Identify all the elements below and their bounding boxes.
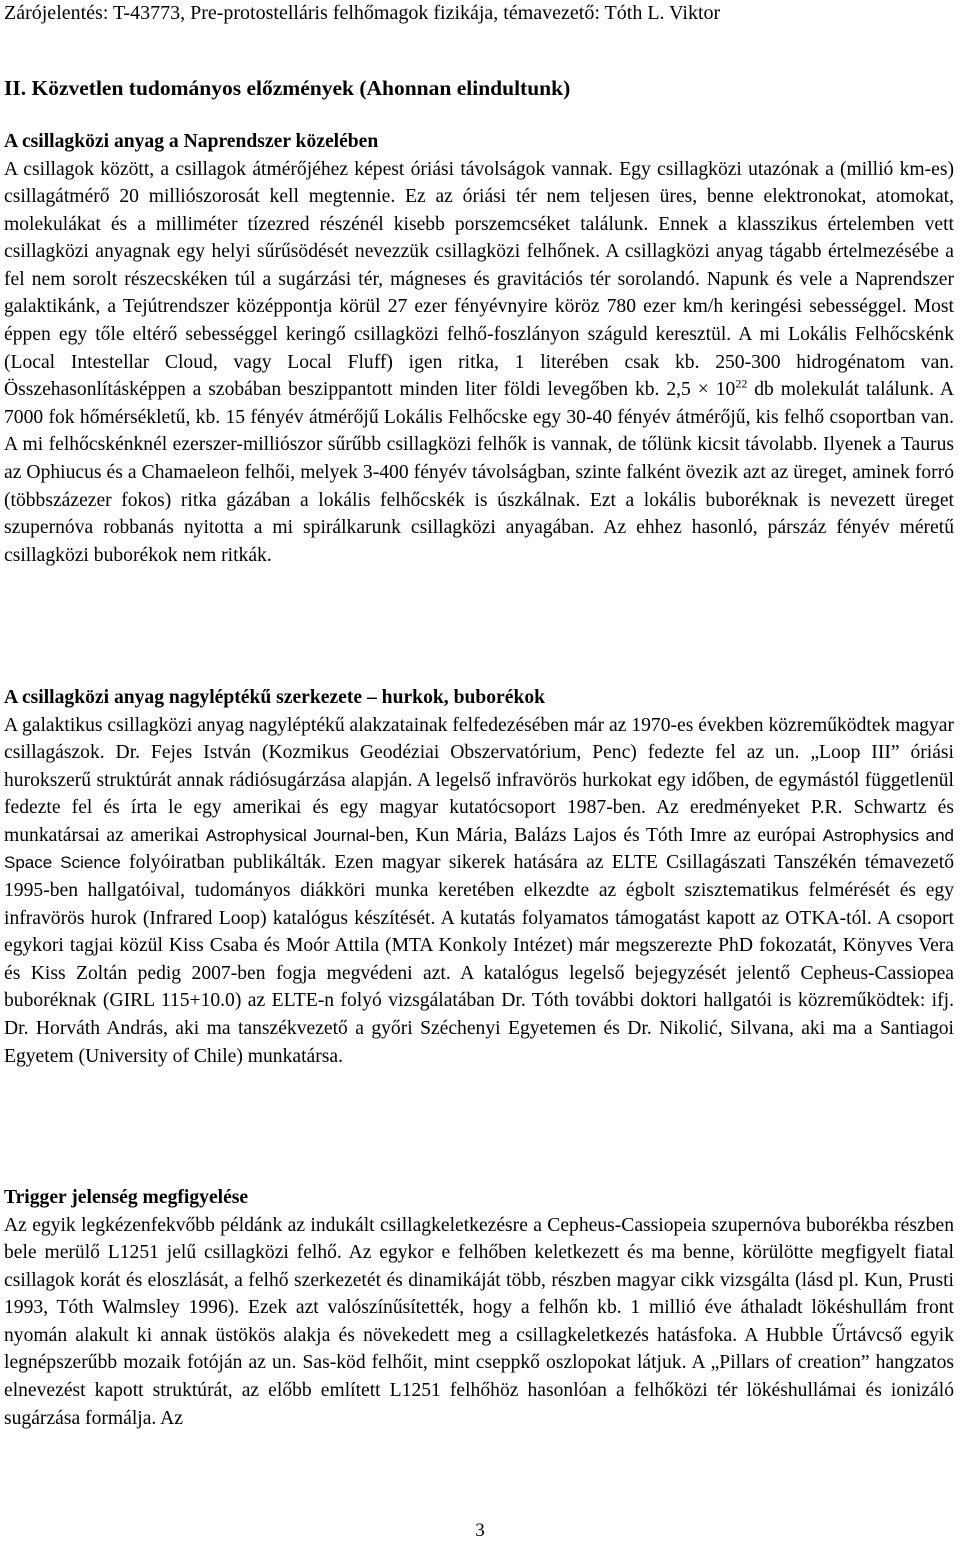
journal-name-apj: Astrophysical Journal — [205, 825, 370, 845]
body-text-continued: db molekulát találunk. A 7000 fok hőmérsékletű, kb. 15 fényév átmérőjű Lokális Felhőcske egy 30-40 fényév átmérőjű, kis felhő csoportban van. A mi felhőcskénknél ezerszer-milliószor sűrűbb csillagközi felhők is vannak, de tőlünk kicsit távolabb. Ilyenek a Taurus az Ophiucus és a Chamaeleon felhői, melyek 3-400 fényév távolságban, szinte falként övezik azt az üreget, aminek forró (többszázezer fokos) ritka gázában a lokális felhőcskék is úszkálnak. Ezt a lokális buboréknak is nevezett üreget szupernóva robbanás nyitotta a mi spirálkarunk csillagközi anyagában. Az ehhez hasonló, párszáz fényév méretű csillagközi buborékok nem ritkák. — [4, 379, 954, 566]
section-local-ism — [4, 128, 954, 569]
section-body-trigger: Az egyik legkézenfekvőbb példánk az indukált csillagkeletkezésre a Cepheus-Cassiopeia szupernóva buborékba részben bele merülő L1251 jelű csillagközi felhő. Az egykor e felhőben keletkezett és ma benne, körülötte megfigyelt fiatal csillagok korát és eloszlását, a felhő szerkezetét és dinamikáját több, részben magyar cikk vizsgálta (lásd pl. Kun, Prusti 1993, Tóth Walmsley 1996). Ezek azt valószínűsítették, hogy a felhőn kb. 1 millió éve áthaladt lökéshullám front nyomán alakult ki annak üstökös alakja és növekedett meg a csillagkeletkezés hatásfoka. A Hubble Űrtávcső egyik legnépszerűbb mozaik fotóján az un. Sas-köd felhőit, mint cseppkő oszlopokat látjuk. A „Pillars of creation” hangzatos elnevezést kapott struktúrát, az előbb említett L1251 felhőhöz hasonlóan a felhőközi tér lökéshullámai és ionizáló sugárzása formálja. Az — [4, 1214, 954, 1429]
chapter-title: II. Közvetlen tudományos előzmények (Ahonnan elindultunk) — [4, 76, 571, 100]
body-text: A csillagok között, a csillagok átmérőjéhez képest óriási távolságok vannak. Egy csillagközi utazónak a (millió km-es) csillagátmérő 20 milliószorosát kell megtennie. Ez az óriási tér nem teljesen üres, benne elektronokat, atomokat, molekulákat és a milliméter tízezred részénél kisebb porszemcséket találunk. Ennek a klasszikus értelemben vett csillagközi anyagnak egy helyi sűrűsödését nevezzük csillagközi felhőnek. A csillagközi anyag tágabb értelmezésébe a fel nem sorolt részecskéken túl a sugárzási tér, mágneses és gravitációs tér sorolandó. Napunk és vele a Naprendszer galaktikánk, a Tejútrendszer középpontja körül 27 ezer fényévnyire köröz 780 ezer km/h keringési sebességgel. Most éppen egy tőle eltérő sebességgel keringő csillagközi felhő-foszlányon száguld keresztül. A mi Lokális Felhőcskénk (Local Intestellar Cloud, vagy Local Fluff) igen ritka, 1 literében csak kb. 250-300 hidrogénatom van. Összehasonlításképpen a szobában beszippantott minden liter földi levegőben kb. 2,5 × 10 — [4, 158, 954, 401]
body-text: A galaktikus csillagközi anyag nagyléptékű alakzatainak felfedezésében már az 1970-es években közreműködtek magyar csillagászok. Dr. Fejes István (Kozmikus Geodéziai Obszervatórium, Penc) fedezte fel az un. „Loop III” óriási hurokszerű struktúrát annak rádiósugárzása alapján. A legelső infravörös hurkokat egy időben, de egymástól függetlenül fedezte fel és írta le egy amerikai és egy magyar kutatócsoport 1987-ben. Az eredményeket P.R. Schwartz és munkatársai az amerikai — [4, 714, 954, 846]
journal-name-apss: Astrophysics and Space Science — [4, 825, 955, 873]
body-text: folyóiratban publikálták. Ezen magyar sikerek hatására az ELTE Csillagászati Tanszékén témavezető 1995-ben hallgatóival, tudományos diákköri munka keretében elkezdte az égbolt szisztematikus felmérését és egy infravörös hurok (Infrared Loop) katalógus készítését. A kutatás folyamatos támogatást kapott az OTKA-tól. A csoport egykori tagjai közül Kiss Csaba és Moór Attila (MTA Konkoly Intézet) már megszerezte PhD fokozatát, Könyves Vera és Kiss Zoltán pedig 2007-ben fogja megvédeni azt. A katalógus legelső bejegyzését jelentő Cepheus-Cassiopea buboréknak (GIRL 115+10.0) az ELTE-n folyó vizsgálatában Dr. Tóth további doktori hallgatói is közreműködtek: ifj. Dr. Horváth András, aki ma tanszékvezető a győri Széchenyi Egyetemen és Dr. Nikolić, Silvana, aki ma a Santiagoi Egyetem (University of Chile) munkatársa. — [4, 852, 954, 1067]
section-trigger-observation — [4, 1184, 954, 1432]
section-title-trigger: Trigger jelenség megfigyelése — [4, 1187, 249, 1208]
page-number: 3 — [475, 1520, 485, 1541]
superscript-exponent: 22 — [735, 376, 748, 391]
section-title-large-scale: A csillagközi anyag nagyléptékű szerkezete – hurkok, buborékok — [4, 687, 546, 708]
body-text: -ben, Kun Mária, Balázs Lajos és Tóth Imre az európai — [369, 824, 823, 846]
section-title-local-ism: A csillagközi anyag a Naprendszer közelében — [4, 131, 379, 152]
report-header: Zárójelentés: T-43773, Pre-protostelláris felhőmagok fizikája, témavezető: Tóth L. Viktor — [4, 2, 721, 24]
section-body-local-ism — [4, 156, 954, 570]
section-body-large-scale — [4, 712, 954, 1071]
section-large-scale-structure — [4, 684, 954, 1070]
